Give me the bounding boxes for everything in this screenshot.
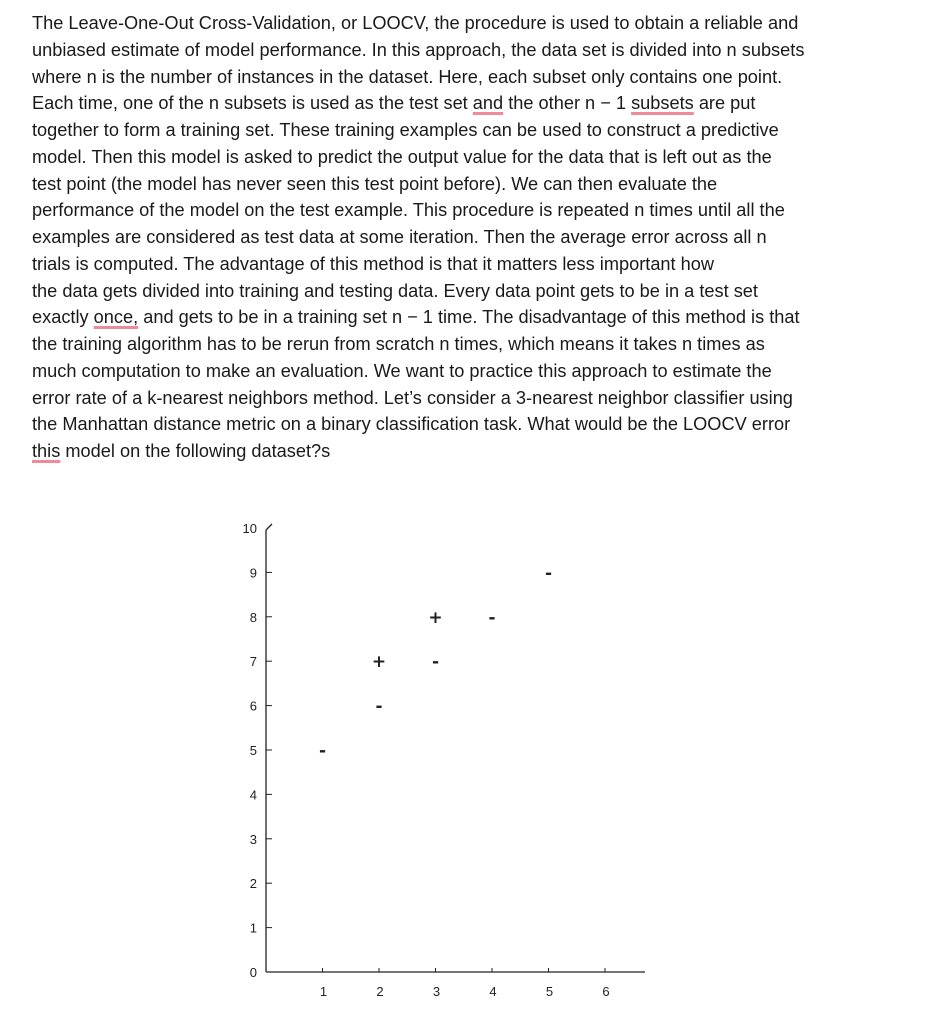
text-span: together to form a training set. These training examples can be used to construct a predictive (32, 120, 779, 140)
minus-point: - (544, 563, 553, 584)
spellcheck-underlined-word: once, (93, 307, 139, 328)
y-tick-label: 7 (249, 654, 257, 670)
y-tick-label: 3 (249, 831, 257, 847)
y-tick-label: 1 (249, 920, 257, 936)
y-tick-label: 10 (242, 521, 257, 536)
x-tick-label: 4 (489, 984, 497, 999)
text-span: test point (the model has never seen this test point before). We can then evaluate the (32, 173, 718, 194)
y-tick-label: 5 (249, 743, 257, 758)
text-span: the training algorithm has to be rerun from scratch n times, which means it takes n times as (32, 334, 765, 354)
spellcheck-underlined-word: and (472, 93, 504, 114)
text-span: Each time, one of the n subsets is used as the test set (32, 93, 473, 114)
plus-point: + (371, 652, 387, 673)
y-tick-label: 9 (249, 565, 257, 581)
text-span: where n is the number of instances in the dataset. Here, each subset only contains one point. (32, 66, 783, 87)
text-span: much computation to make an evaluation. We want to practice this approach to estimate the (32, 360, 772, 381)
y-tick-label: 4 (249, 787, 257, 803)
text-span: are put (693, 93, 756, 114)
text-span: trials is computed. The advantage of this method is that it matters less important how (32, 253, 715, 274)
x-tick-label: 6 (602, 984, 610, 999)
x-tick-label: 1 (319, 984, 328, 999)
minus-point: - (318, 741, 327, 761)
text-span: model. Then this model is asked to predict the output value for the data that is left out as the (32, 146, 772, 167)
x-tick-label: 3 (432, 984, 441, 999)
text-span: error rate of a k-nearest neighbors method. Let’s consider a 3-nearest neighbor classifier using (32, 387, 793, 408)
x-tick-label: 2 (376, 984, 384, 999)
text-span: exactly (32, 307, 94, 328)
data-points (319, 563, 552, 761)
y-tick-label: 2 (249, 876, 257, 892)
y-tick-label: 8 (249, 609, 257, 625)
minus-point: - (488, 607, 496, 628)
text-span: unbiased estimate of model performance. In this approach, the data set is divided into n subsets (32, 39, 805, 60)
text-span: examples are considered as test data at some iteration. Then the average error across all n (32, 227, 767, 247)
text-span: the other n − 1 (503, 93, 632, 114)
text-span: the Manhattan distance metric on a binary classification task. What would be the LOOCV error (32, 414, 791, 435)
y-tick-label: 0 (249, 965, 257, 980)
text-span: model on the following dataset?s (60, 441, 331, 461)
plus-point: + (428, 607, 443, 628)
text-span: the data gets divided into training and testing data. Every data point gets to be in a test set (32, 280, 758, 301)
minus-point: - (375, 696, 383, 717)
spellcheck-underlined-word: this (32, 441, 61, 461)
text-span: performance of the model on the test example. This procedure is repeated n times until all the (32, 200, 785, 221)
y-tick-label: 6 (249, 698, 257, 714)
text-span: and gets to be in a training set n − 1 time. The disadvantage of this method is that (138, 307, 800, 328)
y-axis-cap (266, 524, 272, 530)
x-tick-label: 5 (545, 984, 554, 999)
text-span: The Leave-One-Out Cross-Validation, or LOOCV, the procedure is used to obtain a reliable and (32, 13, 799, 33)
plot-axes (243, 521, 645, 999)
minus-point: - (431, 652, 440, 673)
spellcheck-underlined-word: subsets (631, 93, 694, 114)
